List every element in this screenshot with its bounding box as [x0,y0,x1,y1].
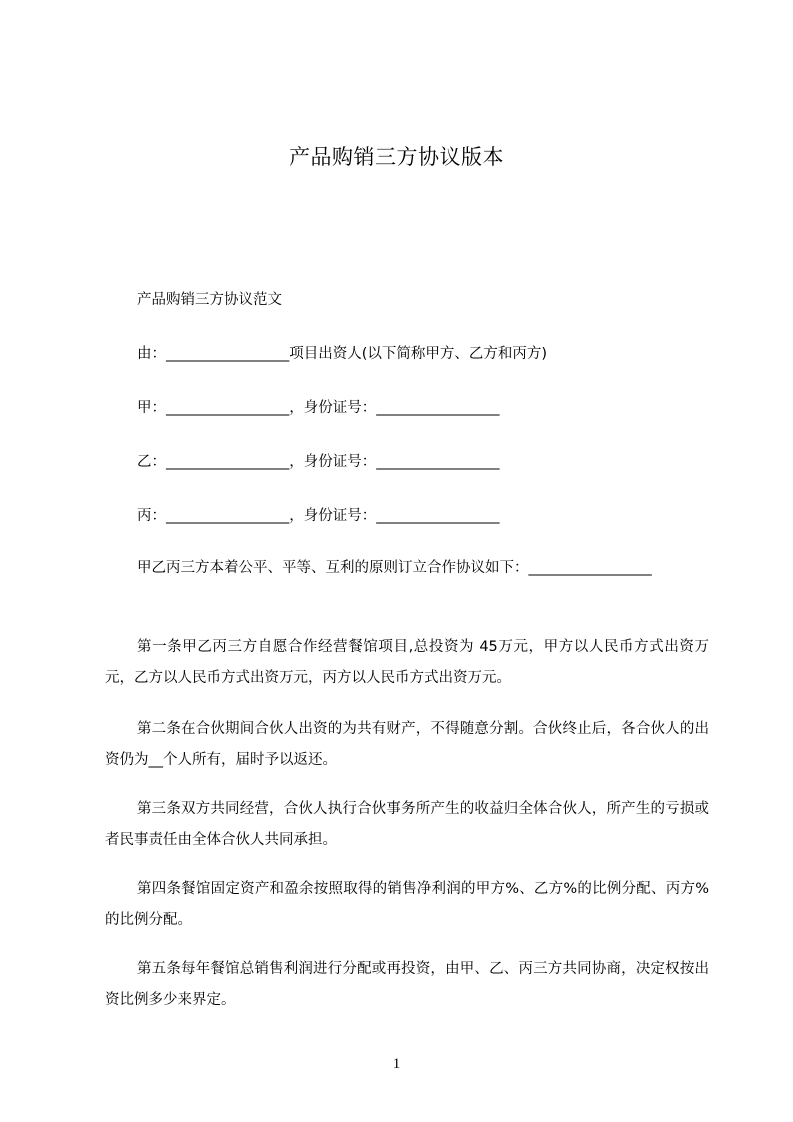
page-number: 1 [392,1056,401,1072]
article-1-paragraph: 第一条甲乙丙三方自愿合作经营餐馆项目,总投资为 45万元，甲方以人民币方式出资万元，乙方以人民币方式出资万元，丙方以人民币方式出资万元。 [105,639,709,686]
article-2-paragraph: 第二条在合伙期间合伙人出资的为共有财产，不得随意分割。合伙终止后，各合伙人的出资仍为__个人所有，届时予以返还。 [105,721,709,768]
party-line: 由：_________________项目出资人(以下简称甲方、乙方和丙方) [137,346,548,362]
article-3-paragraph: 第三条双方共同经营，合伙人执行合伙事务所产生的收益归全体合伙人，所产生的亏损或者民事责任由全体合伙人共同承担。 [105,801,709,848]
article-5-paragraph: 第五条每年餐馆总销售利润进行分配或再投资，由甲、乙、丙三方共同协商，决定权按出资比例多少来界定。 [105,961,709,1008]
party-a-line: 甲：_________________，身份证号：_________________ [137,400,500,416]
intro-paragraph: 甲乙丙三方本着公平、平等、互利的原则订立合作协议如下：_________________ [137,560,652,576]
document-subtitle: 产品购销三方协议范文 [137,292,282,308]
document-title: 产品购销三方协议版本 [289,145,504,169]
article-4-paragraph: 第四条餐馆固定资产和盈余按照取得的销售净利润的甲方%、乙方%的比例分配、丙方%的比例分配。 [105,881,709,928]
party-c-line: 丙：_________________，身份证号：_________________ [137,508,500,524]
party-b-line: 乙：_________________，身份证号：_________________ [137,454,500,470]
